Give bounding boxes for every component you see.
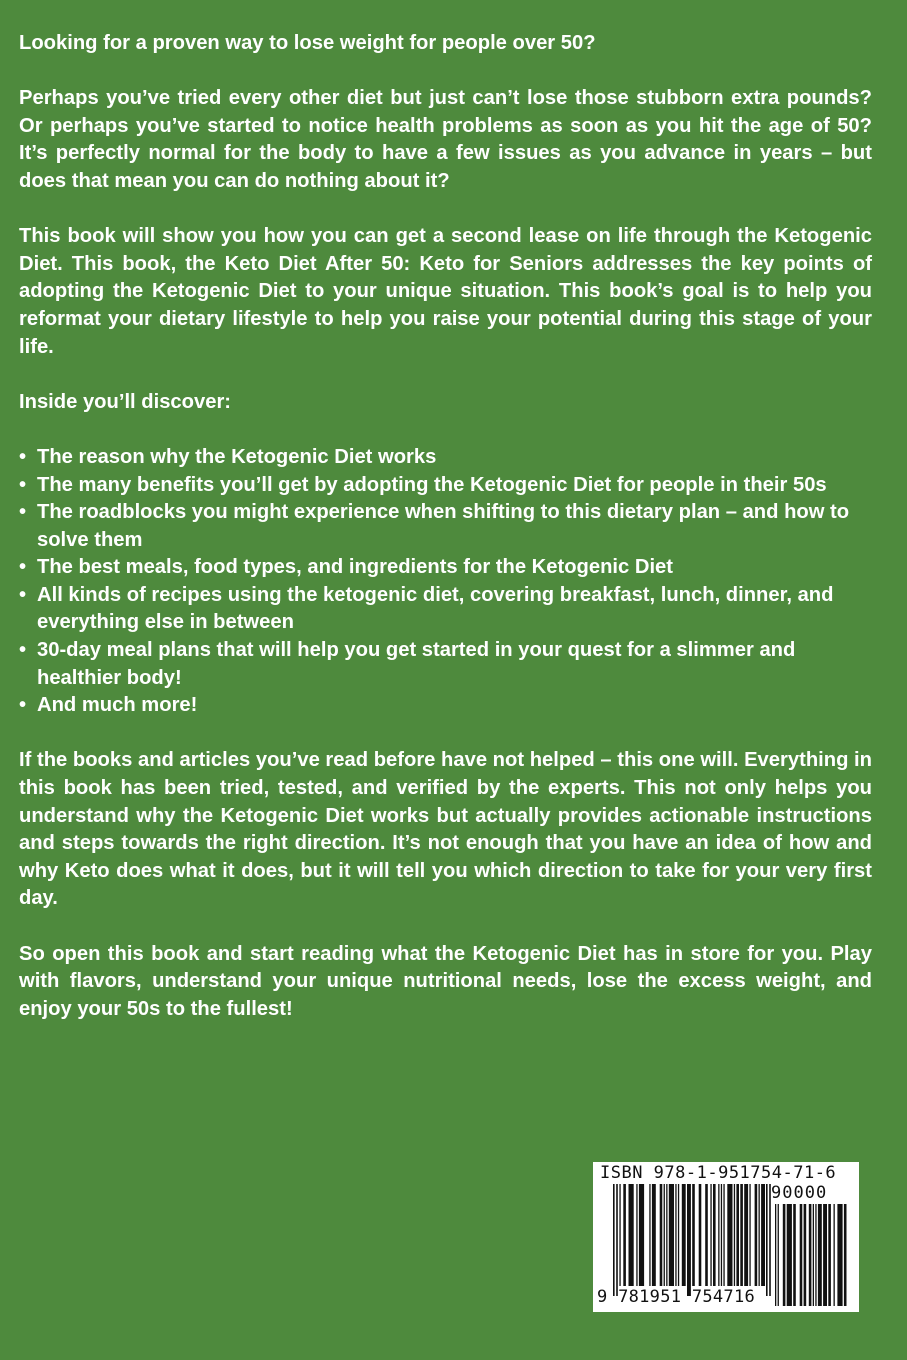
barcode-bar xyxy=(660,1184,663,1286)
barcode-bar xyxy=(804,1204,807,1306)
bullet-icon: • xyxy=(19,556,27,579)
barcode-bar xyxy=(616,1184,618,1296)
barcode-bar xyxy=(815,1204,816,1306)
barcode-bar xyxy=(759,1184,760,1286)
barcode-bar xyxy=(837,1204,842,1306)
list-item: • The reason why the Ketogenic Diet works xyxy=(19,444,872,472)
list-item: • The roadblocks you might experience when shifting to this dietary plan – and how to solve them xyxy=(19,501,850,551)
barcode-bar xyxy=(664,1184,665,1286)
barcode-bar xyxy=(769,1184,771,1296)
paragraph-persuasion: If the books and articles you’ve read before have not helped – this one will. Everything in this book has been tried, tested, and verified by the experts. This not only helps you understand why the Ketogenic Diet works but actually provides actionable instructions and steps towards the right direction. It’s not enough that you have an idea of how and why Keto does what it does, but it will tell you which direction to take for your very first day. xyxy=(19,749,872,910)
barcode-bar xyxy=(619,1184,620,1286)
barcode-bar xyxy=(692,1184,695,1286)
barcode-bar xyxy=(675,1184,676,1286)
barcode-bar xyxy=(713,1184,716,1286)
barcode-bar xyxy=(705,1184,708,1286)
discover-heading: Inside you’ll discover: xyxy=(19,390,232,413)
barcode-bar xyxy=(623,1184,626,1286)
barcode-bar xyxy=(649,1184,650,1286)
barcode-bar xyxy=(678,1184,679,1286)
barcode-bar xyxy=(613,1184,615,1296)
barcode-bar xyxy=(636,1184,637,1286)
isbn-barcode xyxy=(593,1162,859,1312)
barcode-bar xyxy=(687,1184,691,1296)
ean-number: 9 781951 754716 xyxy=(597,1287,756,1307)
paragraph-book-intro: This book will show you how you can get a second lease on life through the Ketogenic Diet. This book, the Keto Diet After 50: Keto for Seniors addresses the key points of adopting the Ketogenic Diet to your unique situation. This book’s goal is to help you reformat your dietary lifestyle to help you raise your potential during this stage of your life. xyxy=(19,225,872,358)
barcode-bar xyxy=(736,1184,739,1286)
barcode-bar xyxy=(844,1204,847,1306)
barcode-bar xyxy=(778,1204,779,1306)
barcode-bar xyxy=(800,1204,803,1306)
barcode-bar xyxy=(734,1184,735,1286)
barcode-bar xyxy=(727,1184,732,1286)
barcode-bar xyxy=(723,1184,724,1286)
paragraph-problem: Perhaps you’ve tried every other diet but just can’t lose those stubborn extra pounds? Or perhaps you’ve started to notice health problems as soon as you hit the age of 50? It’s perfectly normal for the body to have a few issues as you advance in years – but does that mean you can do nothing about it? xyxy=(19,87,872,192)
barcode-bar xyxy=(669,1184,674,1286)
back-cover-text xyxy=(19,30,872,1051)
barcode-bar xyxy=(629,1184,634,1286)
barcode-bar xyxy=(813,1204,814,1306)
list-item: • The many benefits you’ll get by adopting the Ketogenic Diet for people in their 50s xyxy=(19,472,872,500)
bullet-icon: • xyxy=(19,445,27,468)
barcode-bar xyxy=(793,1204,796,1306)
barcode-bar xyxy=(718,1184,719,1286)
barcode-bar xyxy=(740,1184,743,1286)
barcode-bar xyxy=(652,1184,656,1286)
barcode-addon-number: 90000 xyxy=(771,1183,828,1203)
barcode-bar xyxy=(766,1184,768,1296)
barcode-bar xyxy=(666,1184,667,1286)
barcode-bar xyxy=(710,1184,711,1286)
list-item: • All kinds of recipes using the ketogenic diet, covering breakfast, lunch, dinner, and everything else in between xyxy=(19,583,834,634)
intro-question: Looking for a proven way to lose weight for people over 50? xyxy=(19,32,596,54)
barcode-bar xyxy=(828,1204,831,1306)
barcode-bar xyxy=(699,1184,702,1286)
list-item: • And much more! xyxy=(19,692,872,720)
barcode-bar xyxy=(818,1204,822,1306)
barcode-bar xyxy=(787,1204,792,1306)
bullet-icon: • xyxy=(19,639,27,662)
barcode-bar xyxy=(761,1184,765,1286)
bullet-icon: • xyxy=(19,583,27,606)
barcode-bar xyxy=(809,1204,812,1306)
barcode-bar xyxy=(834,1204,835,1306)
barcode-bar xyxy=(775,1204,776,1306)
barcode-bar xyxy=(755,1184,758,1286)
bullet-icon: • xyxy=(19,473,27,496)
bullet-icon: • xyxy=(19,501,27,524)
discover-list xyxy=(19,444,872,720)
list-item: • The best meals, food types, and ingredients for the Ketogenic Diet xyxy=(19,554,872,582)
barcode-bar xyxy=(823,1204,827,1306)
bullet-icon: • xyxy=(19,694,27,717)
paragraph-closing: So open this book and start reading what the Ketogenic Diet has in store for you. Play with flavors, understand your unique nutritional needs, lose the excess weight, and enjoy your 50s to the fullest! xyxy=(19,942,872,1020)
barcode-bar xyxy=(744,1184,748,1286)
list-item: • 30-day meal plans that will help you get started in your quest for a slimmer and healthier body! xyxy=(19,639,796,689)
barcode-bar xyxy=(749,1184,750,1286)
barcode-bar xyxy=(639,1184,644,1286)
barcode-bar xyxy=(721,1184,722,1286)
isbn-label: ISBN 978-1-951754-71-6 xyxy=(600,1163,837,1183)
barcode-bar xyxy=(783,1204,786,1306)
barcode-bar xyxy=(682,1184,686,1286)
